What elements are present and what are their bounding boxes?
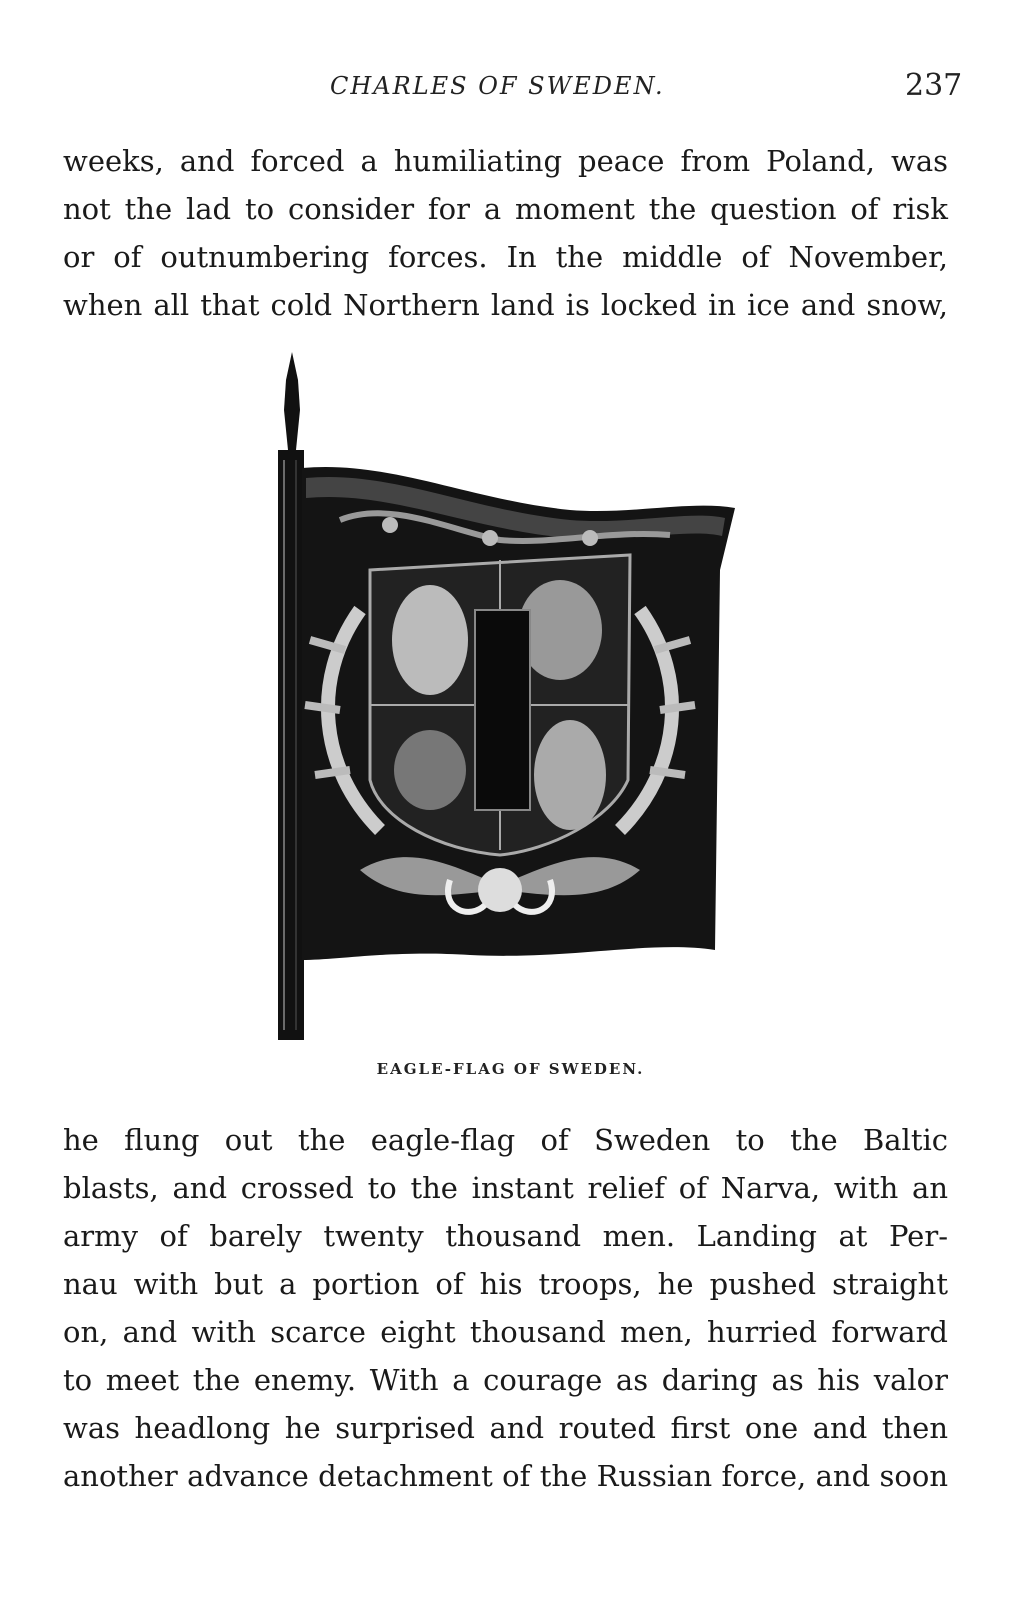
text-line: he flung out the eagle-flag of Sweden to the Baltic	[63, 1123, 948, 1157]
page-number: 237	[905, 68, 963, 103]
text-line: army of barely twenty thousand men. Landing at Per-	[63, 1219, 948, 1253]
running-head	[0, 68, 1021, 112]
figure-caption: EAGLE-FLAG OF SWEDEN.	[376, 1060, 645, 1078]
running-title: CHARLES OF SWEDEN.	[330, 72, 665, 100]
text-line: when all that cold Northern land is locked in ice and snow,	[63, 288, 948, 322]
paragraph-top	[63, 137, 948, 329]
text-line: was headlong he surprised and routed first one and then	[63, 1411, 948, 1445]
paragraph-bottom	[63, 1116, 948, 1500]
text-line: blasts, and crossed to the instant relief of Narva, with an	[63, 1171, 948, 1205]
text-line: or of outnumbering forces. In the middle of November,	[63, 240, 948, 274]
text-line: weeks, and forced a humiliating peace from Poland, was	[63, 144, 948, 178]
eagle-flag-illustration	[270, 350, 740, 1050]
flag-icon	[270, 350, 740, 1050]
text-line: to meet the enemy. With a courage as daring as his valor	[63, 1363, 948, 1397]
text-line: another advance detachment of the Russian force, and soon	[63, 1459, 948, 1493]
text-line: on, and with scarce eight thousand men, hurried forward	[63, 1315, 948, 1349]
text-line: not the lad to consider for a moment the question of risk	[63, 192, 948, 226]
text-line: nau with but a portion of his troops, he pushed straight	[63, 1267, 948, 1301]
